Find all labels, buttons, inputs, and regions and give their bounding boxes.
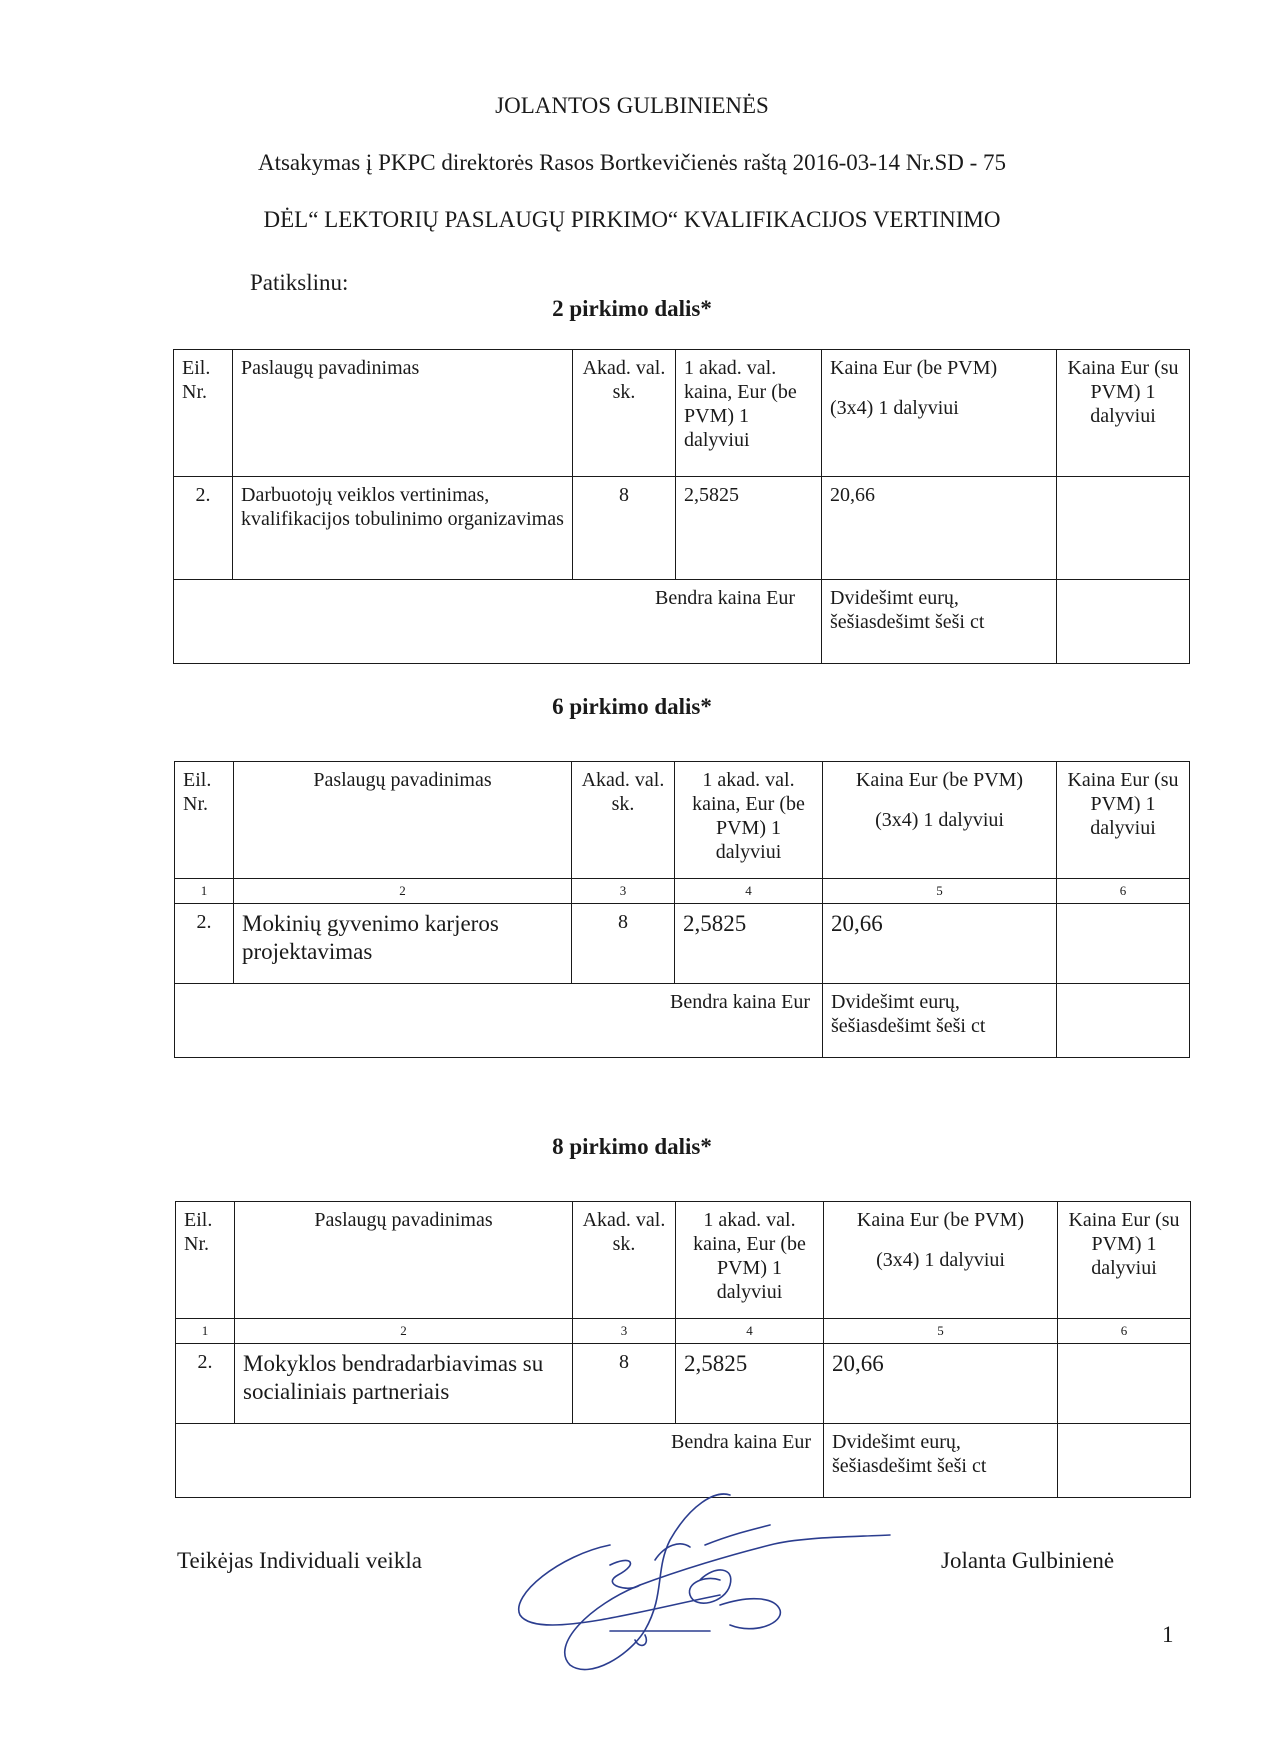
row-price-incl (1058, 1344, 1191, 1424)
total-row (175, 984, 1190, 1058)
col-name-header: Paslaugų pavadinimas (235, 1202, 573, 1319)
col-unit-price-header: 1 akad. val. kaina, Eur (be PVM) 1 dalyviui (676, 350, 822, 477)
table-row (176, 1344, 1191, 1424)
subject-line: DĖL“ LEKTORIŲ PASLAUGŲ PIRKIMO“ KVALIFIKACIJOS VERTINIMO (263, 207, 1001, 232)
col-number: 5 (823, 879, 1057, 904)
row-nr: 2. (174, 477, 233, 580)
row-nr: 2. (176, 1344, 235, 1424)
row-hours: 8 (573, 1344, 676, 1424)
part-caption: 8 pirkimo dalis* (552, 1134, 712, 1159)
part-caption: 2 pirkimo dalis* (552, 296, 712, 321)
col-number: 3 (573, 1319, 676, 1344)
price-table (174, 761, 1190, 1058)
row-nr: 2. (175, 904, 234, 984)
col-nr-header: Eil. Nr. (174, 350, 233, 477)
row-unit-price: 2,5825 (676, 477, 822, 580)
row-price: 20,66 (824, 1344, 1058, 1424)
column-number-row (176, 1319, 1191, 1344)
col-name-header: Paslaugų pavadinimas (233, 350, 573, 477)
col-number: 3 (572, 879, 675, 904)
table-row (175, 904, 1190, 984)
table-header-row (175, 762, 1190, 879)
col-price-header (824, 1202, 1058, 1319)
part-caption: 6 pirkimo dalis* (552, 694, 712, 719)
col-number: 4 (676, 1319, 824, 1344)
col-price-label: Kaina Eur (be PVM) (855, 769, 1024, 791)
row-hours: 8 (572, 904, 675, 984)
col-price-label: Kaina Eur (be PVM) (856, 1209, 1025, 1231)
total-in-words: Dvidešimt eurų, šešiasdešimt šeši ct (823, 984, 1057, 1058)
col-number: 2 (235, 1319, 573, 1344)
col-nr-header: Eil. Nr. (176, 1202, 235, 1319)
col-hours-header: Akad. val. sk. (573, 1202, 676, 1319)
row-service-name: Darbuotojų veiklos vertinimas, kvalifikacijos tobulinimo organizavimas (233, 477, 573, 580)
total-empty (1057, 580, 1190, 664)
col-number: 1 (176, 1319, 235, 1344)
clarification-label: Patikslinu: (250, 270, 349, 295)
row-price: 20,66 (822, 477, 1057, 580)
row-price: 20,66 (823, 904, 1057, 984)
row-price-incl (1057, 477, 1190, 580)
col-price-label: Kaina Eur (be PVM) (830, 357, 998, 379)
col-number: 2 (234, 879, 572, 904)
total-in-words: Dvidešimt eurų, šešiasdešimt šeši ct (824, 1424, 1058, 1498)
col-price-incl-header: Kaina Eur (su PVM) 1 dalyviui (1057, 762, 1190, 879)
column-number-row (175, 879, 1190, 904)
price-table (175, 1201, 1191, 1498)
document-title: JOLANTOS GULBINIENĖS (495, 93, 769, 118)
col-price-incl-header: Kaina Eur (su PVM) 1 dalyviui (1058, 1202, 1191, 1319)
col-number: 6 (1057, 879, 1190, 904)
col-name-header: Paslaugų pavadinimas (234, 762, 572, 879)
table-header-row (174, 350, 1190, 477)
col-price-header (822, 350, 1057, 477)
row-hours: 8 (573, 477, 676, 580)
col-unit-price-header: 1 akad. val. kaina, Eur (be PVM) 1 dalyviui (676, 1202, 824, 1319)
col-number: 5 (824, 1319, 1058, 1344)
total-label: Bendra kaina Eur (175, 984, 823, 1058)
reply-reference: Atsakymas į PKPC direktorės Rasos Bortkevičienės raštą 2016-03-14 Nr.SD - 75 (257, 150, 1007, 175)
total-in-words: Dvidešimt eurų, šešiasdešimt šeši ct (822, 580, 1057, 664)
col-price-formula: (3x4) 1 dalyviui (876, 1249, 1005, 1271)
col-number: 6 (1058, 1319, 1191, 1344)
col-nr-header: Eil. Nr. (175, 762, 234, 879)
total-label: Bendra kaina Eur (174, 580, 822, 664)
signature-image (490, 1485, 910, 1685)
col-price-formula: (3x4) 1 dalyviui (830, 397, 959, 419)
col-number: 1 (175, 879, 234, 904)
col-unit-price-header: 1 akad. val. kaina, Eur (be PVM) 1 dalyviui (675, 762, 823, 879)
row-unit-price: 2,5825 (675, 904, 823, 984)
row-service-name: Mokinių gyvenimo karjeros projektavimas (234, 904, 572, 984)
table-header-row (176, 1202, 1191, 1319)
col-number: 4 (675, 879, 823, 904)
col-price-incl-header: Kaina Eur (su PVM) 1 dalyviui (1057, 350, 1190, 477)
col-price-header (823, 762, 1057, 879)
row-price-incl (1057, 904, 1190, 984)
total-label: Bendra kaina Eur (176, 1424, 824, 1498)
col-hours-header: Akad. val. sk. (572, 762, 675, 879)
col-price-formula: (3x4) 1 dalyviui (875, 809, 1004, 831)
total-empty (1057, 984, 1190, 1058)
row-unit-price: 2,5825 (676, 1344, 824, 1424)
table-row (174, 477, 1190, 580)
price-table (173, 349, 1190, 664)
total-empty (1058, 1424, 1191, 1498)
page-number: 1 (1162, 1622, 1174, 1647)
col-hours-header: Akad. val. sk. (573, 350, 676, 477)
provider-label: Teikėjas Individuali veikla (177, 1548, 422, 1573)
signatory-name: Jolanta Gulbinienė (941, 1548, 1115, 1573)
total-row (174, 580, 1190, 664)
row-service-name: Mokyklos bendradarbiavimas su socialiniais partneriais (235, 1344, 573, 1424)
